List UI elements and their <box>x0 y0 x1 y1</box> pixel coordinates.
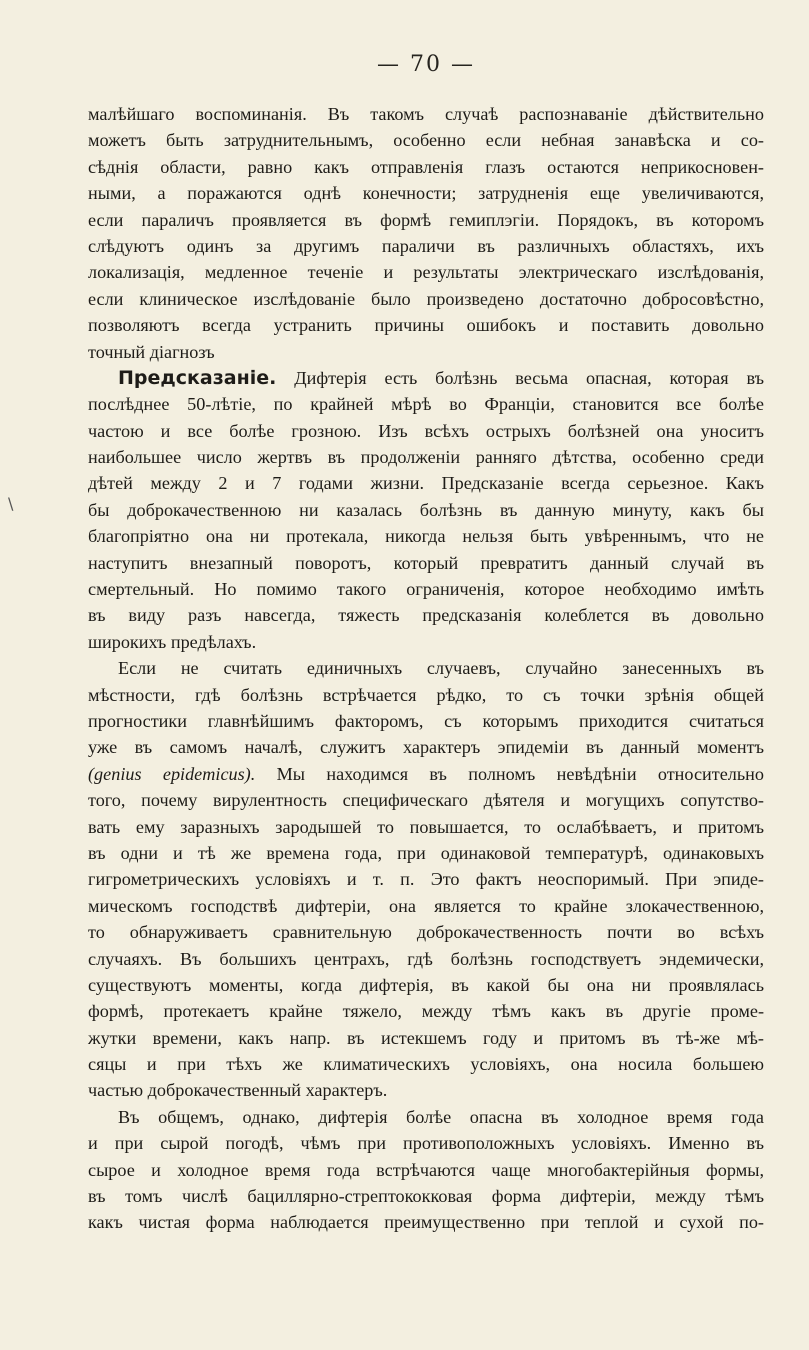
text-line: жутки времени, какъ напр. въ истекшемъ году и притомъ въ тѣ-же мѣ- <box>88 1027 764 1048</box>
text-line: смертельный. Но помимо такого ограниченія, которое необходимо имѣть <box>88 579 764 600</box>
text-line: сѣднія области, равно какъ отправленія глазъ остаются неприкосновен- <box>88 156 764 177</box>
book-page <box>88 52 764 1236</box>
text-line: малѣйшаго воспоминанія. Въ такомъ случаѣ распознаваніе дѣйствительно <box>88 104 764 124</box>
paragraph-diagnosis-end <box>88 101 764 365</box>
text-line: гигрометрическихъ условіяхъ и т. п. Это фактъ неоспоримый. При эпиде- <box>88 869 764 890</box>
paragraph-prognosis <box>88 365 764 655</box>
text-line: того, почему вирулентность специфическаго дѣятеля и могущихъ сопутство- <box>88 790 764 811</box>
text-line: мѣстности, гдѣ болѣзнь встрѣчается рѣдко, то съ точки зрѣнія общей <box>88 684 764 705</box>
text-line: частью доброкачественный характеръ. <box>88 1080 388 1101</box>
text-line: бы доброкачественною ни казалась болѣзнь въ данную минуту, какъ бы <box>88 499 764 520</box>
text-line: вать ему заразныхъ зародышей то повышается, то ослабѣваетъ, и притомъ <box>88 816 764 837</box>
text-line <box>88 365 764 391</box>
text-line: существуютъ моменты, когда дифтерія, въ какой бы она ни проявлялась <box>88 974 764 995</box>
text-line: сырое и холодное время года встрѣчаются чаще многобактерійныя формы, <box>88 1159 764 1180</box>
text-line: локализація, медленное теченіе и результаты электрическаго изслѣдованія, <box>88 262 764 283</box>
text-line: въ томъ числѣ бациллярно-стрептококковая форма дифтеріи, между тѣмъ <box>88 1186 764 1207</box>
text-line: и при сырой погодѣ, чѣмъ при противоположныхъ условіяхъ. Именно въ <box>88 1133 764 1154</box>
text-line: благопріятно она ни протекала, никогда нельзя быть увѣреннымъ, что не <box>88 526 764 547</box>
text-line: точный діагнозъ <box>88 341 215 362</box>
margin-pencil-mark: \ <box>8 494 14 513</box>
text-line: сяцы и при тѣхъ же климатическихъ условіяхъ, она носила большею <box>88 1054 764 1075</box>
text-line: уже въ самомъ началѣ, служитъ характеръ эпидеміи въ данный моментъ <box>88 737 764 758</box>
text-line: какъ чистая форма наблюдается преимущественно при теплой и сухой по- <box>88 1212 764 1233</box>
text-line: въ виду разъ навсегда, тяжесть предсказанія колеблется въ довольно <box>88 605 764 626</box>
paragraph-epidemic-character <box>88 655 764 1104</box>
text-line: наступитъ внезапный поворотъ, который превратитъ данный случай въ <box>88 552 764 573</box>
text-line: то обнаруживаетъ сравнительную доброкачественность почти во всѣхъ <box>88 922 764 943</box>
latin-term: (genius epidemicus). <box>88 763 256 784</box>
text-line: дѣтей между 2 и 7 годами жизни. Предсказаніе всегда серьезное. Какъ <box>88 473 764 494</box>
text-line: ными, а поражаются однѣ конечности; затрудненія еще увеличиваются, <box>88 183 764 204</box>
text-line: позволяютъ всегда устранить причины ошибокъ и поставить довольно <box>88 315 764 336</box>
paragraph-season-conditions <box>88 1104 764 1236</box>
text-line: послѣднее 50-лѣтіе, по крайней мѣрѣ во Франціи, становится все болѣе <box>88 394 764 415</box>
text-line: Если не считать единичныхъ случаевъ, случайно занесенныхъ въ <box>118 658 764 679</box>
text-line: если параличъ проявляется въ формѣ гемиплэгіи. Порядокъ, въ которомъ <box>88 209 764 230</box>
text-run: Мы находимся въ полномъ невѣдѣніи относительно <box>255 763 764 784</box>
text-line: формѣ, протекаетъ крайне тяжело, между тѣмъ какъ въ другіе проме- <box>88 1001 764 1022</box>
text-line: мическомъ господствѣ дифтеріи, она является то крайне злокачественною, <box>88 895 764 916</box>
text-line: въ одни и тѣ же времена года, при одинаковой температурѣ, одинаковыхъ <box>88 842 764 863</box>
text-line: частою и все болѣе грозною. Изъ всѣхъ острыхъ болѣзней она уноситъ <box>88 420 764 441</box>
text-line: слѣдуютъ одинъ за другимъ параличи въ различныхъ областяхъ, ихъ <box>88 235 764 256</box>
page-number: — 70 — <box>377 52 475 77</box>
text-line: случаяхъ. Въ большихъ центрахъ, гдѣ болѣзнь господствуетъ эндемически, <box>88 948 764 969</box>
section-heading: Предсказаніе. <box>118 366 277 389</box>
text-line: широкихъ предѣлахъ. <box>88 631 257 652</box>
text-line: если клиническое изслѣдованіе было произведено достаточно добросовѣстно, <box>88 288 764 309</box>
text-line: Въ общемъ, однако, дифтерія болѣе опасна въ холодное время года <box>118 1106 764 1127</box>
text-line: наибольшее число жертвъ въ продолженіи ранняго дѣтства, особенно среди <box>88 447 764 468</box>
text-run: Дифтерія есть болѣзнь весьма опасная, которая въ <box>294 367 765 388</box>
text-line: можетъ быть затруднительнымъ, особенно если небная занавѣска и со- <box>88 130 764 151</box>
text-line <box>88 761 764 787</box>
text-line: прогностики главнѣйшимъ факторомъ, съ которымъ приходится считаться <box>88 710 764 731</box>
